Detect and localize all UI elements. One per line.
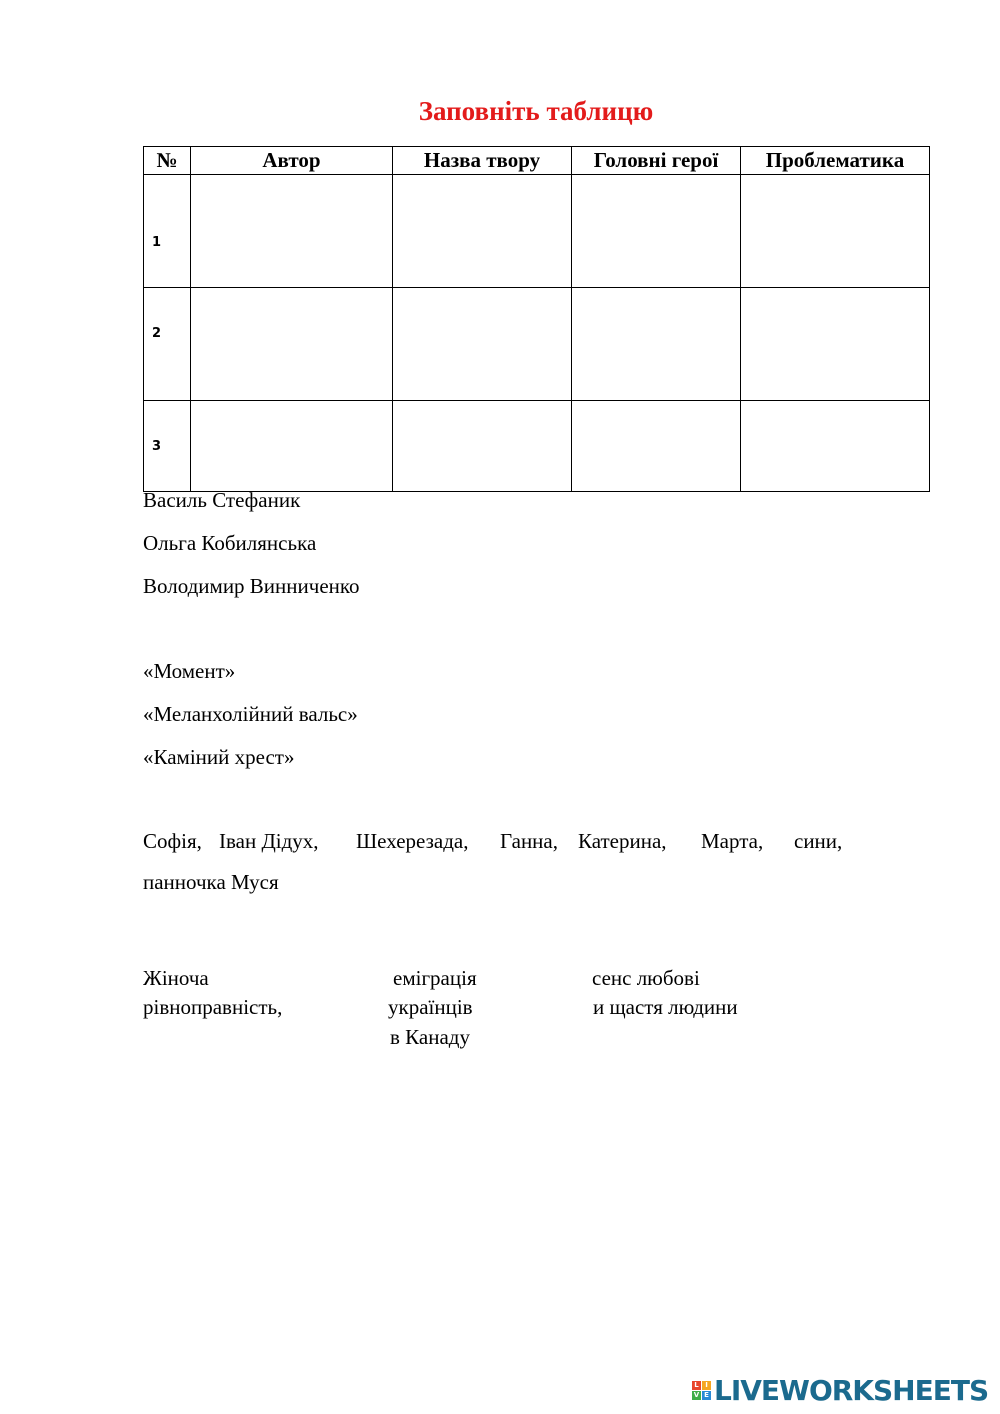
author-cell[interactable] — [191, 288, 393, 401]
row-number: 1 — [144, 175, 191, 288]
hero-option[interactable]: Шехерезада, — [356, 829, 469, 853]
header-problems: Проблематика — [741, 147, 930, 175]
author-option[interactable]: Василь Стефаник — [143, 488, 301, 512]
work-title-cell[interactable] — [393, 401, 572, 492]
problems-cell[interactable] — [741, 401, 930, 492]
hero-option[interactable]: Катерина, — [578, 829, 667, 853]
problem-option-line[interactable]: Жіноча — [143, 966, 209, 990]
header-main-heroes: Головні герої — [572, 147, 741, 175]
row-number: 2 — [144, 288, 191, 401]
header-author: Автор — [191, 147, 393, 175]
work-option[interactable]: «Меланхолійний вальс» — [143, 702, 358, 726]
problems-cell[interactable] — [741, 175, 930, 288]
problem-option-line[interactable]: еміграція — [393, 966, 477, 990]
header-work-title: Назва твору — [393, 147, 572, 175]
author-option[interactable]: Ольга Кобилянська — [143, 531, 317, 555]
table-row — [144, 401, 930, 492]
author-option[interactable]: Володимир Винниченко — [143, 574, 360, 598]
problem-option-line[interactable]: в Канаду — [390, 1025, 470, 1049]
problem-option-line[interactable]: и щастя людини — [593, 995, 738, 1019]
hero-option[interactable]: Софія, — [143, 829, 202, 853]
work-title-cell[interactable] — [393, 288, 572, 401]
work-title-cell[interactable] — [393, 175, 572, 288]
liveworksheets-logo — [692, 1374, 988, 1407]
hero-option[interactable]: Марта, — [701, 829, 764, 853]
work-option[interactable]: «Момент» — [143, 659, 236, 683]
problem-option-line[interactable]: українців — [388, 995, 473, 1019]
hero-option[interactable]: панночка Муся — [143, 870, 279, 894]
table-row — [144, 288, 930, 401]
hero-option[interactable]: сини, — [794, 829, 843, 853]
table-row — [144, 175, 930, 288]
table-header-row — [144, 147, 930, 175]
main-heroes-cell[interactable] — [572, 175, 741, 288]
problem-option-line[interactable]: рівноправність, — [143, 995, 283, 1019]
logo-text: LIVEWORKSHEETS — [714, 1374, 989, 1407]
problems-cell[interactable] — [741, 288, 930, 401]
fill-in-table — [143, 146, 930, 492]
hero-option[interactable]: Ганна, — [500, 829, 558, 853]
work-option[interactable]: «Каміний хрест» — [143, 745, 295, 769]
problem-option-line[interactable]: сенс любові — [592, 966, 700, 990]
hero-option[interactable]: Іван Дідух, — [219, 829, 319, 853]
author-cell[interactable] — [191, 401, 393, 492]
author-cell[interactable] — [191, 175, 393, 288]
logo-mark-icon: L I V E — [692, 1381, 711, 1400]
row-number: 3 — [144, 401, 191, 492]
main-heroes-cell[interactable] — [572, 288, 741, 401]
header-number: № — [144, 147, 191, 175]
main-heroes-cell[interactable] — [572, 401, 741, 492]
page-title: Заповніть таблицю — [418, 96, 654, 126]
